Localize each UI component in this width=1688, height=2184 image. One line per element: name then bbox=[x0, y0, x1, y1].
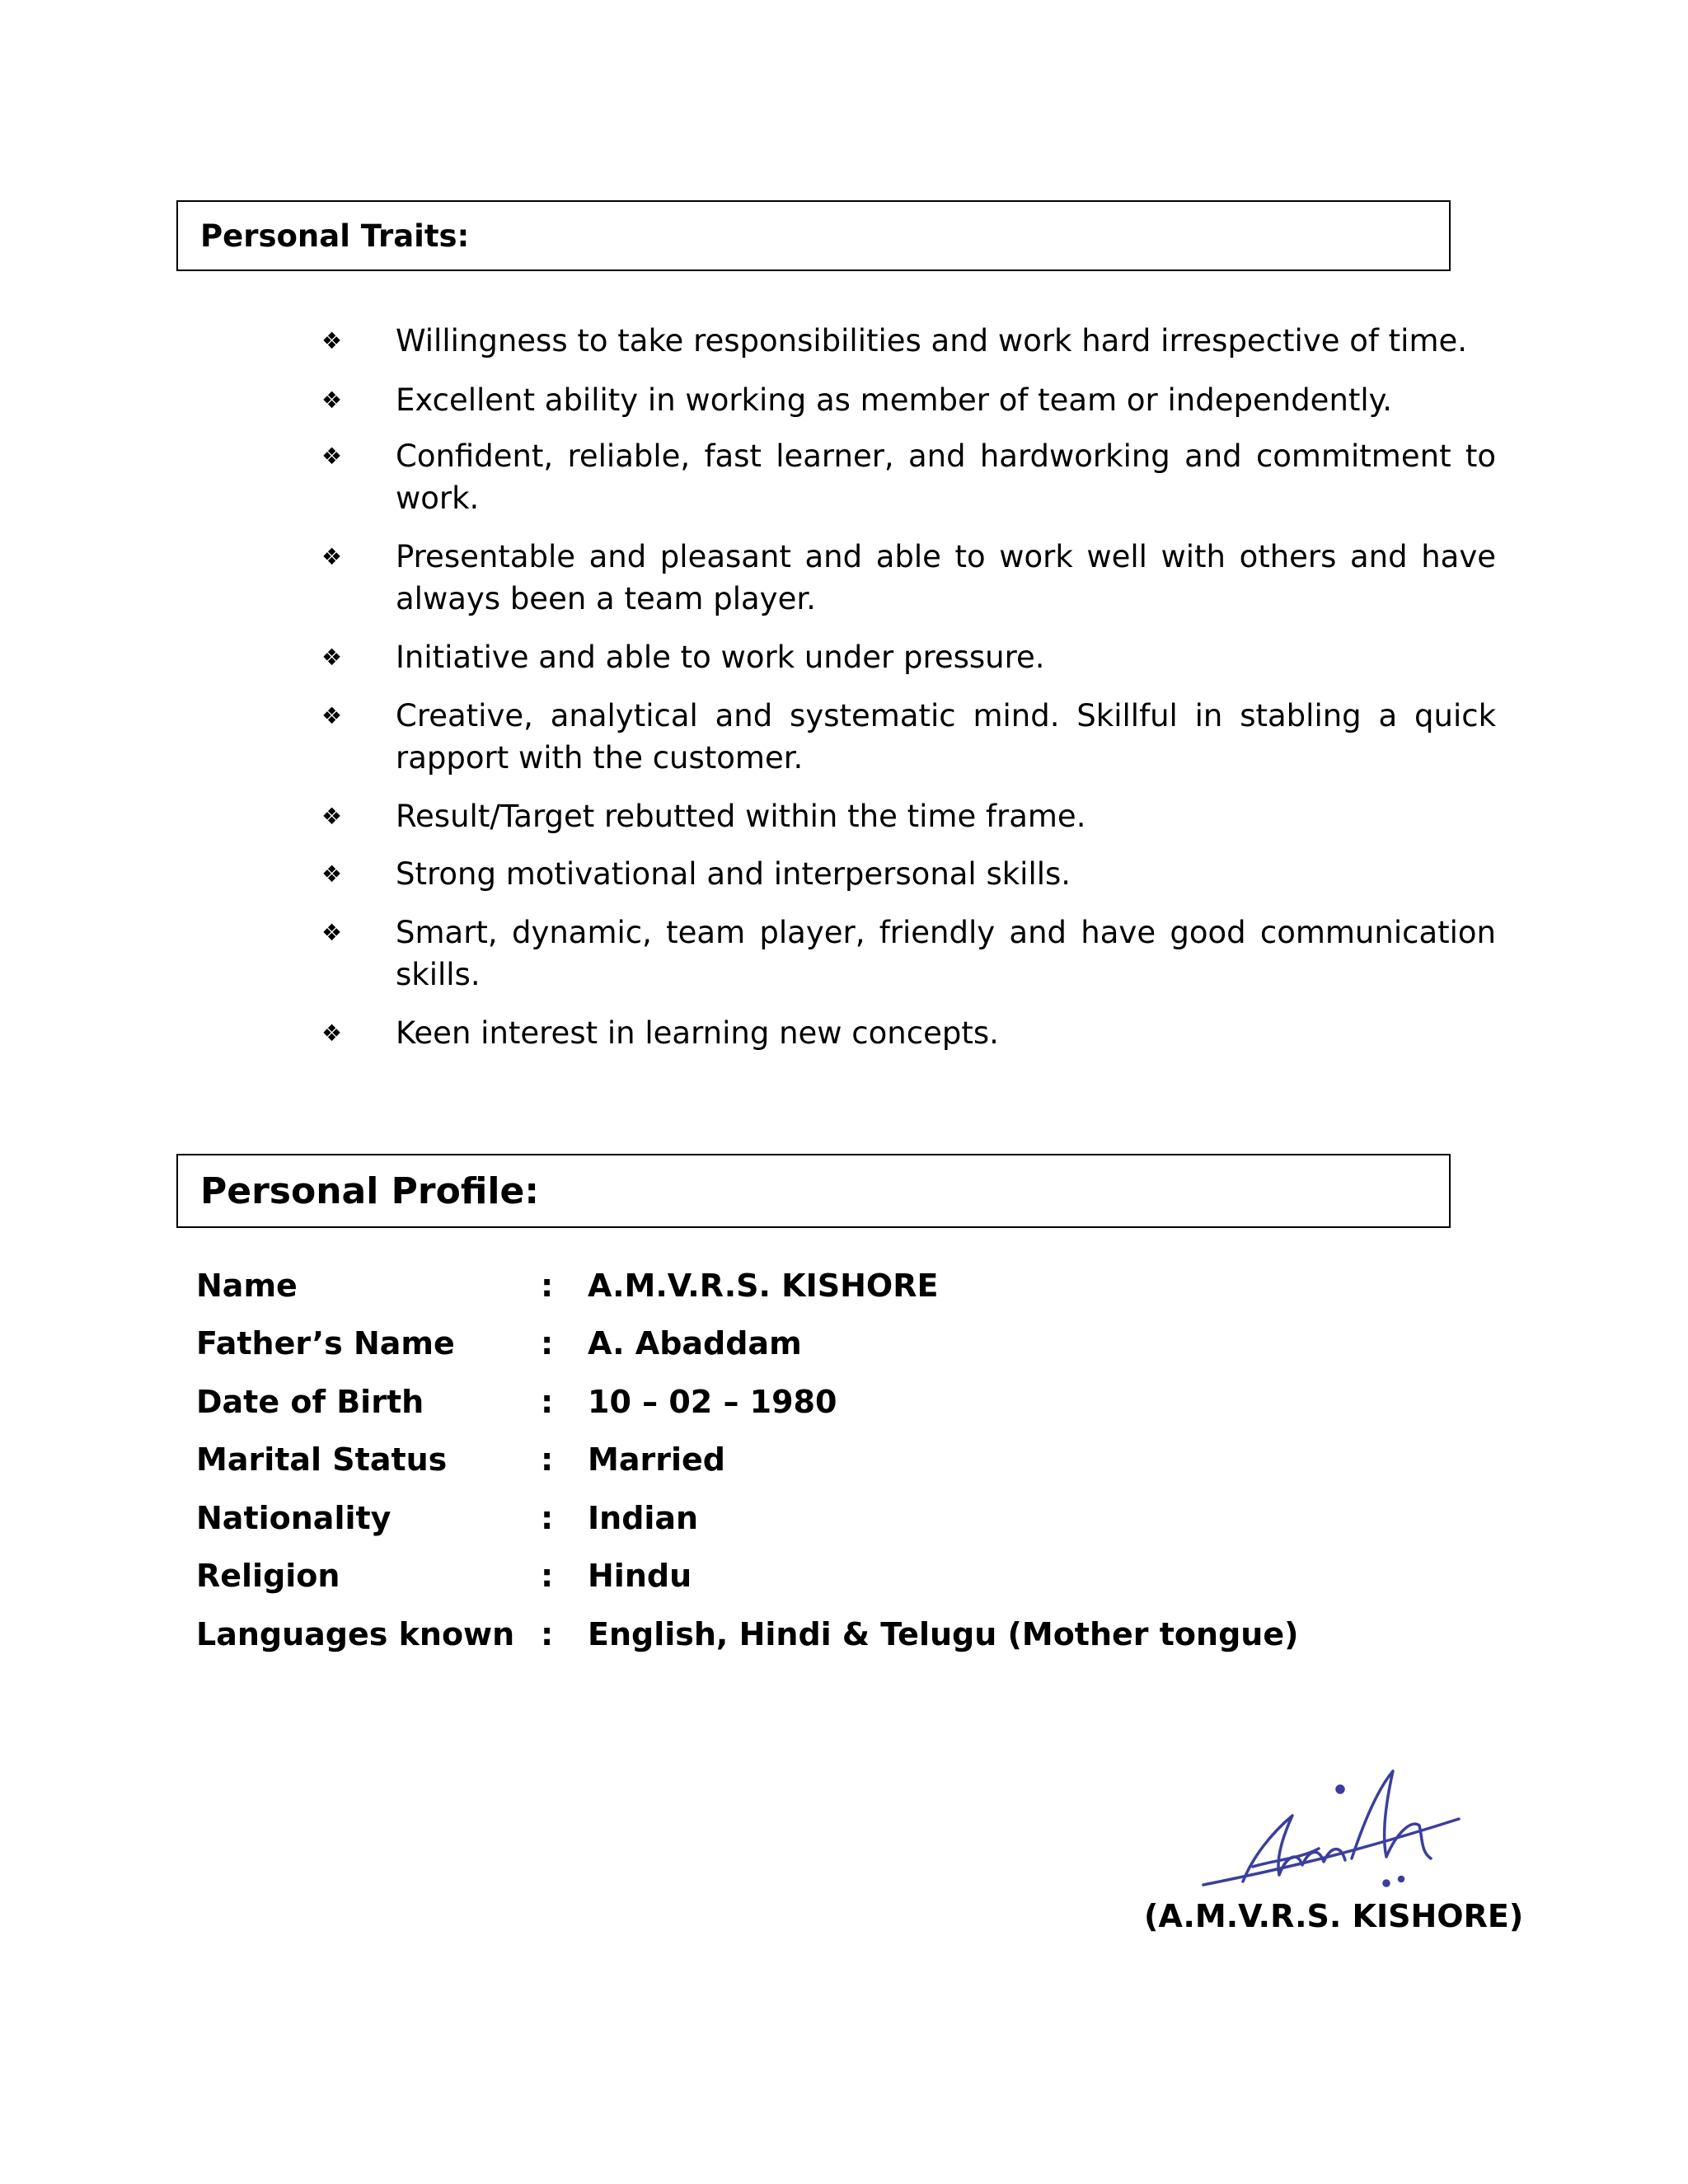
profile-label: Father’s Name bbox=[196, 1325, 455, 1361]
diamond-bullet-icon: ❖ bbox=[321, 702, 343, 729]
trait-text: Willingness to take responsibilities and work hard irrespective of time. bbox=[396, 323, 1468, 359]
diamond-bullet-icon: ❖ bbox=[321, 443, 343, 470]
profile-value: 10 – 02 – 1980 bbox=[588, 1384, 837, 1420]
trait-text: Strong motivational and interpersonal skills. bbox=[396, 856, 1071, 892]
profile-row-date-of-birth bbox=[0, 1381, 1688, 1422]
trait-text: Smart, dynamic, team player, friendly and have good communication skills. bbox=[396, 915, 1496, 992]
profile-separator: : bbox=[541, 1441, 554, 1478]
profile-value: Married bbox=[588, 1441, 725, 1478]
profile-row-marital-status bbox=[0, 1439, 1688, 1480]
personal-traits-heading: Personal Traits: bbox=[200, 218, 470, 254]
trait-text: Excellent ability in working as member of team or independently. bbox=[396, 382, 1393, 418]
profile-value: English, Hindi & Telugu (Mother tongue) bbox=[588, 1616, 1299, 1652]
profile-row-nationality bbox=[0, 1497, 1688, 1539]
profile-row-religion bbox=[0, 1555, 1688, 1596]
trait-text: Presentable and pleasant and able to work well with others and have always been a team player. bbox=[396, 539, 1496, 616]
diamond-bullet-icon: ❖ bbox=[321, 387, 343, 414]
trait-text: Creative, analytical and systematic mind. Skillful in stabling a quick rapport with the customer. bbox=[396, 698, 1496, 776]
profile-value: A. Abaddam bbox=[588, 1325, 802, 1361]
profile-separator: : bbox=[541, 1268, 554, 1304]
trait-text: Initiative and able to work under pressure. bbox=[396, 640, 1045, 675]
profile-label: Date of Birth bbox=[196, 1384, 424, 1420]
profile-label: Languages known bbox=[196, 1616, 515, 1652]
signature-name: (A.M.V.R.S. KISHORE) bbox=[1144, 1898, 1524, 1934]
profile-separator: : bbox=[541, 1616, 554, 1652]
profile-separator: : bbox=[541, 1500, 554, 1536]
profile-row-languages-known bbox=[0, 1614, 1688, 1655]
trait-text: Keen interest in learning new concepts. bbox=[396, 1015, 999, 1051]
personal-traits-heading-box bbox=[176, 200, 1451, 271]
profile-label: Religion bbox=[196, 1558, 340, 1594]
handwritten-signature-icon bbox=[1195, 1743, 1467, 1908]
profile-label: Name bbox=[196, 1268, 298, 1304]
profile-separator: : bbox=[541, 1558, 554, 1594]
diamond-bullet-icon: ❖ bbox=[321, 543, 343, 570]
diamond-bullet-icon: ❖ bbox=[321, 860, 343, 888]
diamond-bullet-icon: ❖ bbox=[321, 644, 343, 671]
profile-separator: : bbox=[541, 1384, 554, 1420]
trait-text: Confident, reliable, fast learner, and hardworking and commitment to work. bbox=[396, 438, 1496, 516]
profile-row-fathers-name bbox=[0, 1323, 1688, 1364]
diamond-bullet-icon: ❖ bbox=[321, 919, 343, 946]
personal-profile-heading: Personal Profile: bbox=[200, 1170, 539, 1212]
diamond-bullet-icon: ❖ bbox=[321, 327, 343, 354]
personal-profile-heading-box bbox=[176, 1154, 1451, 1228]
trait-text: Result/Target rebutted within the time frame. bbox=[396, 799, 1086, 834]
profile-value: Indian bbox=[588, 1500, 699, 1536]
profile-row-name bbox=[0, 1265, 1688, 1306]
diamond-bullet-icon: ❖ bbox=[321, 1019, 343, 1047]
diamond-bullet-icon: ❖ bbox=[321, 803, 343, 830]
profile-label: Nationality bbox=[196, 1500, 392, 1536]
profile-value: A.M.V.R.S. KISHORE bbox=[588, 1268, 939, 1304]
profile-value: Hindu bbox=[588, 1558, 692, 1594]
profile-label: Marital Status bbox=[196, 1441, 448, 1478]
profile-separator: : bbox=[541, 1325, 554, 1361]
